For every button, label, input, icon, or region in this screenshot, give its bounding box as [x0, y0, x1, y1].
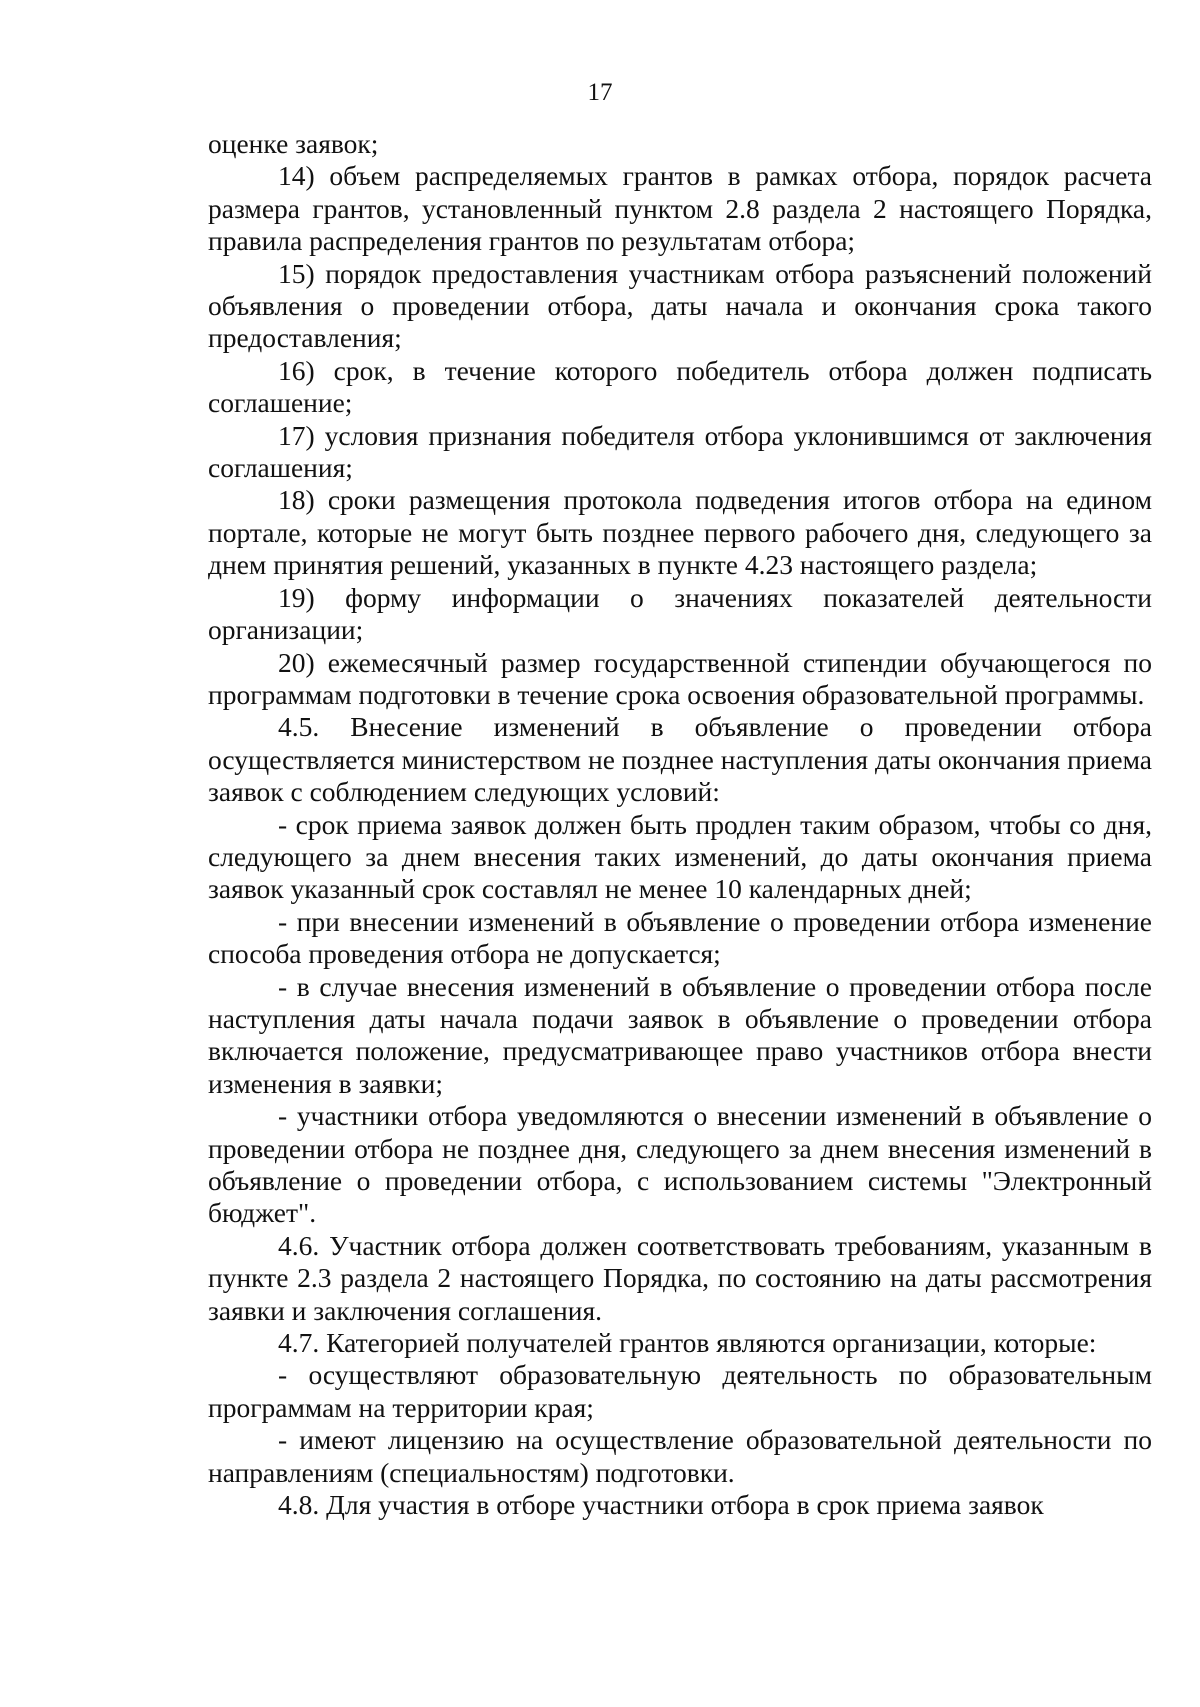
paragraph-item-19: 19) форму информации о значениях показателей деятельности организации;: [208, 581, 1152, 646]
paragraph-item-20: 20) ежемесячный размер государственной стипендии обучающегося по программам подготовки в течение срока освоения образовательной программы.: [208, 646, 1152, 710]
paragraph-item-14: 14) объем распределяемых грантов в рамках отбора, порядок расчета размера грантов, установленный пунктом 2.8 раздела 2 настоящего Порядка, правила распределения грантов по результатам отбора;: [208, 160, 1152, 257]
paragraph-bullet-extension: - срок приема заявок должен быть продлен таким образом, чтобы со дня, следующего за днем внесения таких изменений, до даты окончания приема заявок указанный срок составлял не менее 10 календарных дней;: [208, 808, 1152, 905]
paragraph-bullet-notification: - участники отбора уведомляются о внесении изменений в объявление о проведении отбора не позднее дня, следующего за днем внесения изменений в объявление о проведении отбора, с использованием системы "Электронный бюджет".: [208, 1100, 1152, 1229]
paragraph-item-18: 18) сроки размещения протокола подведения итогов отбора на едином портале, которые не могут быть позднее первого рабочего дня, следующего за днем принятия решений, указанных в пункте 4.23 настоящего раздела;: [208, 484, 1152, 581]
paragraph-item-17: 17) условия признания победителя отбора уклонившимся от заключения соглашения;: [208, 419, 1152, 484]
paragraph-item-16: 16) срок, в течение которого победитель отбора должен подписать соглашение;: [208, 354, 1152, 419]
paragraph-bullet-education: - осуществляют образовательную деятельность по образовательным программам на территории края;: [208, 1359, 1152, 1423]
page-number: 17: [587, 79, 613, 106]
paragraph-section-4-8: 4.8. Для участия в отборе участники отбора в срок приема заявок: [278, 1489, 1044, 1521]
paragraph-continuation: оценке заявок;: [208, 128, 379, 159]
paragraph-section-4-6: 4.6. Участник отбора должен соответствовать требованиям, указанным в пункте 2.3 раздела 2 настоящего Порядка, по состоянию на даты рассмотрения заявки и заключения соглашения.: [208, 1229, 1152, 1326]
paragraph-section-4-7: 4.7. Категорией получателей грантов являются организации, которые:: [278, 1327, 1097, 1359]
document-body: [208, 128, 1152, 1521]
paragraph-item-15: 15) порядок предоставления участникам отбора разъяснений положений объявления о проведении отбора, даты начала и окончания срока такого предоставления;: [208, 257, 1152, 354]
paragraph-bullet-amendments: - в случае внесения изменений в объявление о проведении отбора после наступления даты начала подачи заявок в объявление о проведении отбора включается положение, предусматривающее право участников отбора внести изменения в заявки;: [208, 970, 1152, 1099]
paragraph-bullet-method: - при внесении изменений в объявление о проведении отбора изменение способа проведения отбора не допускается;: [208, 905, 1152, 970]
paragraph-section-4-5: 4.5. Внесение изменений в объявление о проведении отбора осуществляется министерством не позднее наступления даты окончания приема заявок с соблюдением следующих условий:: [208, 711, 1152, 808]
paragraph-bullet-license: - имеют лицензию на осуществление образовательной деятельности по направлениям (специальностям) подготовки.: [208, 1424, 1152, 1488]
